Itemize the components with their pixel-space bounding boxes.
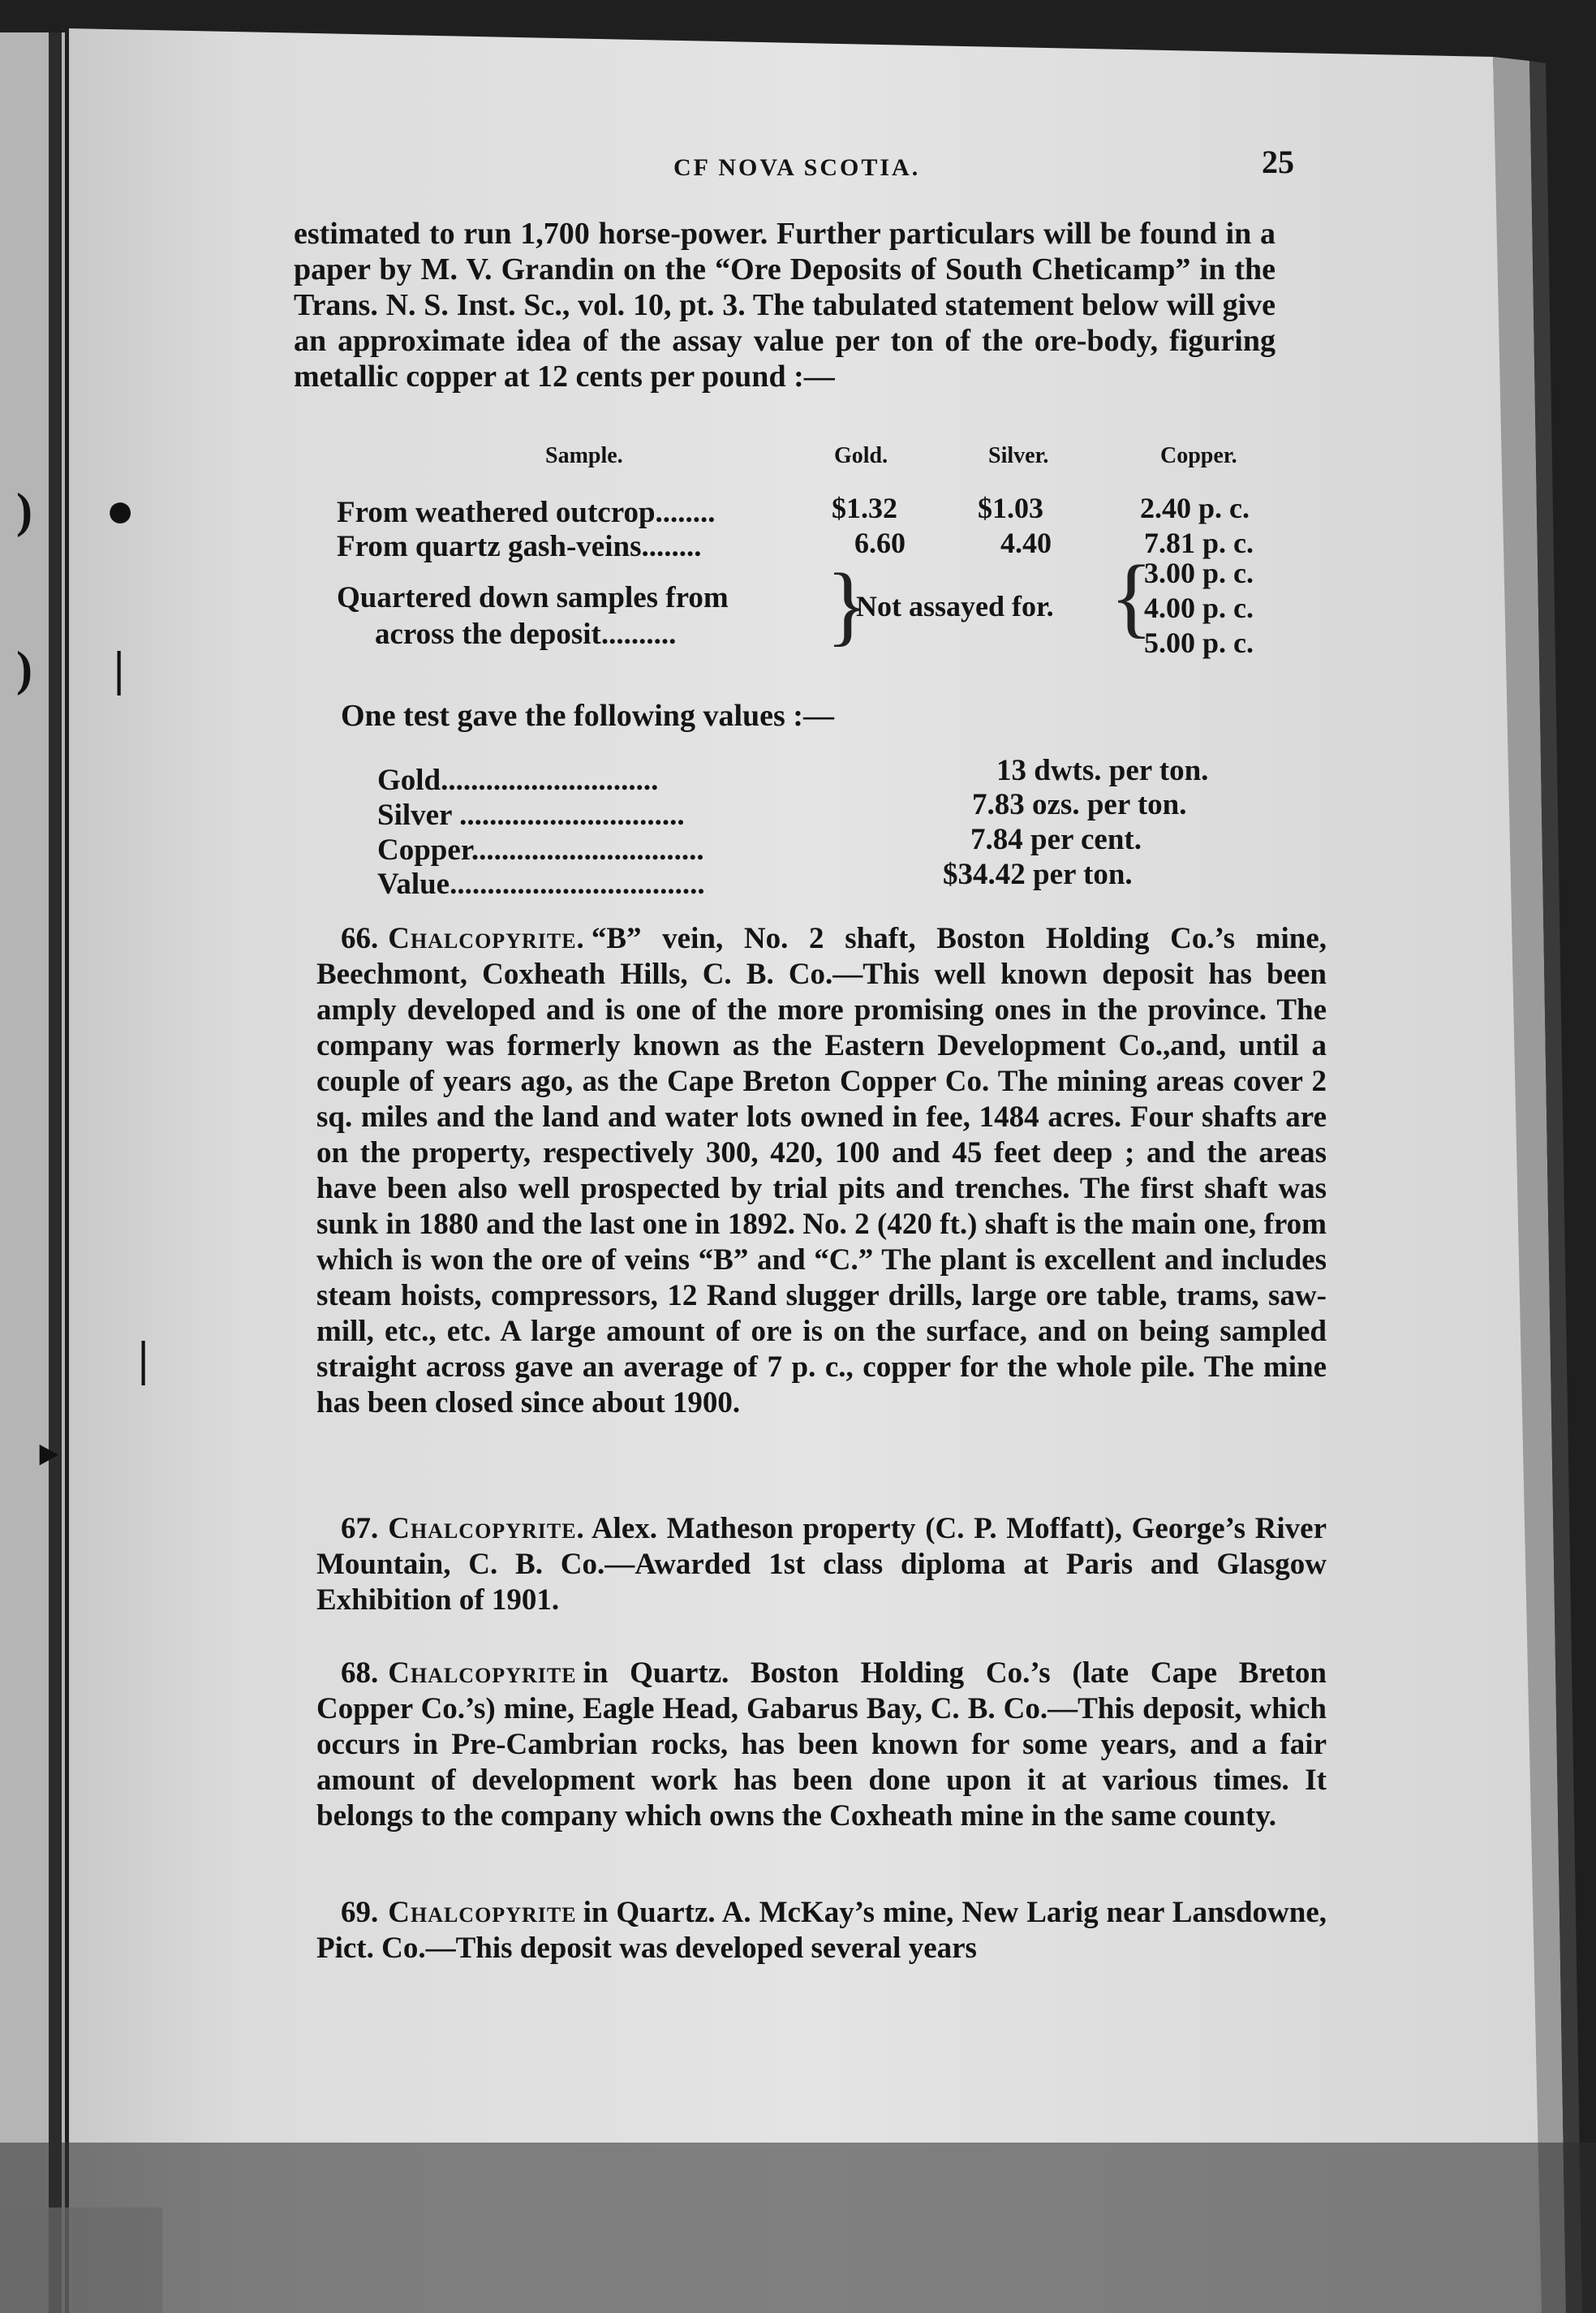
- test-label-silver: Silver ..............................: [377, 799, 685, 832]
- entry-text: in Quartz. A. McKay’s mine, New Larig near Lansdowne, Pict. Co.—This deposit was developed several years: [316, 1896, 1327, 1965]
- test-label-value: Value..................................: [377, 868, 705, 901]
- page-number: 25: [1262, 144, 1294, 180]
- test-value-silver: 7.83 ozs. per ton.: [972, 788, 1187, 821]
- assay-row-silver: 4.40: [1000, 527, 1052, 559]
- entry-text: in Quartz. Boston Holding Co.’s (late Cape Breton Copper Co.’s) mine, Eagle Head, Gabarus Bay, C. B. Co.—This deposit, which occurs in Pre-Cambrian rocks, has been known for some years, and a fair amount of development work has been done upon it at various times. It belongs to the company which owns the Coxheath mine in the same county.: [316, 1656, 1327, 1833]
- entry-mineral: Chalcopyrite: [388, 1656, 577, 1690]
- quartered-copper-3: 5.00 p. c.: [1144, 627, 1254, 659]
- entry-mineral: Chalcopyrite.: [388, 1512, 585, 1545]
- entry-text: “B” vein, No. 2 shaft, Boston Holding Co.’s mine, Beechmont, Coxheath Hills, C. B. Co.—This well known deposit has been amply developed and is one of the more promising ones in the province. The company was formerly known as the Eastern Development Co.,and, until a couple of years ago, as the Cape Breton Copper Co. The mining areas cover 2 sq. miles and the land and water lots owned in fee, 1484 acres. Four shafts are on the property, respectively 300, 420, 100 and 45 feet deep ; and the areas have been also well prospected by trial pits and trenches. The first shaft was sunk in 1880 and the last one in 1892. No. 2 (420 ft.) shaft is the main one, from which is won the ore of veins “B” and “C.” The plant is excellent and includes steam hoists, compressors, 12 Rand slugger drills, large ore table, trams, saw-mill, etc., etc. A large amount of ore is on the surface, and on being sampled straight across gave an average of 7 p. c., copper for the whole pile. The mine has been closed since about 1900.: [316, 922, 1327, 1419]
- assay-row-silver: $1.03: [978, 492, 1043, 524]
- entry-number: 68.: [341, 1656, 379, 1690]
- entry-68: [316, 1656, 1327, 1834]
- assay-row-sample: From quartz gash-veins........: [337, 530, 702, 563]
- quartered-copper-1: 3.00 p. c.: [1144, 557, 1254, 589]
- right-brace: }: [826, 555, 869, 654]
- col-header-copper: Copper.: [1160, 443, 1237, 468]
- quartered-copper-2: 4.00 p. c.: [1144, 592, 1254, 624]
- assay-row-copper: 7.81 p. c.: [1144, 527, 1254, 559]
- entry-67: [316, 1511, 1327, 1618]
- scan-speck: ): [16, 642, 32, 696]
- quartered-line-2: across the deposit..........: [375, 618, 677, 651]
- scan-speck: ●: [105, 484, 136, 537]
- entry-mineral: Chalcopyrite.: [388, 922, 585, 955]
- test-value-gold: 13 dwts. per ton.: [996, 754, 1209, 787]
- quartered-line-1: Quartered down samples from: [337, 581, 729, 614]
- col-header-gold: Gold.: [834, 443, 888, 468]
- test-value-copper: 7.84 per cent.: [970, 823, 1142, 856]
- intro-paragraph: estimated to run 1,700 horse-power. Further particulars will be found in a paper by M. V. Grandin on the “Ore Deposits of South Cheticamp” in the Trans. N. S. Inst. Sc., vol. 10, pt. 3. The tabulated statement below will give an approximate idea of the assay value per ton of the ore-body, figuring metallic copper at 12 cents per pound :—: [294, 217, 1276, 394]
- test-label-gold: Gold.............................: [377, 764, 659, 797]
- entry-69: [316, 1895, 1327, 1966]
- scan-speck: |: [138, 1332, 149, 1385]
- col-header-silver: Silver.: [988, 443, 1049, 468]
- quartered-note: Not assayed for.: [856, 590, 1054, 622]
- left-brace: {: [1110, 547, 1153, 646]
- scan-speck: ): [16, 484, 32, 537]
- entry-number: 67.: [341, 1512, 379, 1545]
- entry-text: Alex. Matheson property (C. P. Moffatt), George’s River Mountain, C. B. Co.—Awarded 1st class diploma at Paris and Glasgow Exhibition of 1901.: [316, 1512, 1327, 1617]
- test-intro: One test gave the following values :—: [341, 699, 834, 733]
- entry-66: [316, 921, 1327, 1421]
- entry-mineral: Chalcopyrite: [388, 1896, 577, 1929]
- test-label-copper: Copper...............................: [377, 833, 704, 867]
- assay-row-sample: From weathered outcrop........: [337, 496, 716, 529]
- scan-speck: ‣: [32, 1430, 64, 1484]
- entry-number: 69.: [341, 1896, 379, 1929]
- assay-row-copper: 2.40 p. c.: [1140, 492, 1250, 524]
- assay-row-gold: 6.60: [854, 527, 906, 559]
- entry-number: 66.: [341, 922, 379, 955]
- scan-speck: |: [114, 642, 125, 696]
- running-head: CF NOVA SCOTIA.: [673, 154, 921, 181]
- test-value-total: $34.42 per ton.: [943, 858, 1133, 891]
- col-header-sample: Sample.: [545, 443, 623, 468]
- assay-row-gold: $1.32: [832, 492, 897, 524]
